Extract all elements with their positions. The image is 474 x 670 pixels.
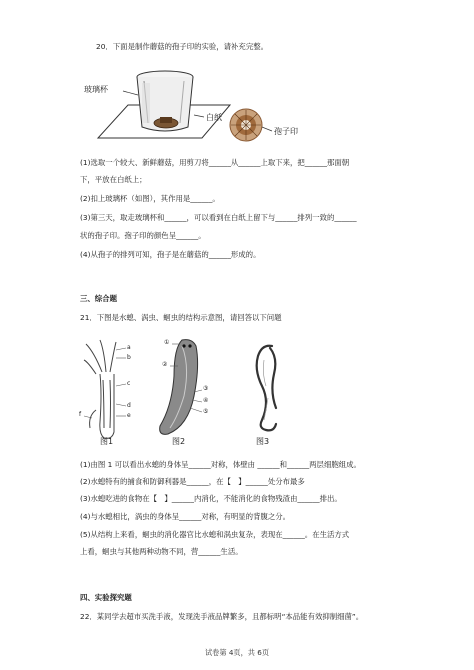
q21-line-4: (4)与水螅相比，涡虫的身体呈______对称，有明显的背腹之分。: [80, 512, 291, 521]
figure-3-caption: 图3: [256, 437, 270, 446]
q20-line-6: (4)从孢子的排列可知，孢子是在蘑菇的______形成的。: [80, 250, 261, 259]
spore-print-label: 孢子印: [274, 127, 298, 136]
q20-line-5: 状的孢子印。孢子印的颜色呈______。: [80, 231, 206, 240]
glass-cup-label: 玻璃杯: [84, 85, 108, 94]
figure-2-caption: 图2: [172, 437, 186, 446]
hydra-label-f: f: [79, 411, 82, 418]
hydra-diagram: [80, 332, 150, 452]
planarian-label-3: ③: [203, 385, 209, 392]
q20-line-1: (1)选取一个较大、新鲜蘑菇，用剪刀将______从______上取下来，把______那面朝: [80, 158, 350, 167]
q21-line-1: (1)由图 1 可以看出水螅的身体呈______对称，体壁由 ______和______两层细胞组成。: [80, 460, 361, 469]
hydra-label-b: b: [127, 354, 131, 361]
hydra-label-a: a: [127, 344, 131, 351]
planarian-label-2: ②: [162, 361, 168, 368]
hydra-label-e: e: [127, 412, 131, 419]
q20-line-3: (2)扣上玻璃杯（如图），其作用是______。: [80, 194, 220, 203]
planarian-label-1: ①: [164, 339, 170, 346]
planarian-label-4: ④: [203, 397, 209, 404]
q21-line-6: 上看，蛔虫与其他两种动物不同，营______生活。: [80, 547, 243, 556]
page-footer: 试卷第 4页，共 6页: [204, 648, 270, 657]
q20-stem: 20．下面是制作蘑菇的孢子印的实验，请补充完整。: [96, 42, 269, 51]
section-4-heading: 四、实验探究题: [80, 593, 132, 602]
hydra-label-d: d: [127, 402, 131, 409]
q21-line-2: (2)水螅特有的捕食和防御利器是______，在【 】______处分布最多: [80, 477, 305, 486]
q22-stem: 22．某同学去超市买洗手液，发现洗手液品牌繁多，且都标明“本品能有效抑制细菌”。: [80, 612, 364, 621]
q21-line-5: (5)从结构上来看，蛔虫的消化器官比水螅和涡虫复杂，表现在______。在生活方式: [80, 530, 350, 539]
roundworm-diagram: [240, 340, 290, 435]
planarian-label-5: ⑤: [203, 408, 209, 415]
section-3-heading: 三、综合题: [80, 294, 117, 303]
figure-1-caption: 图1: [100, 437, 114, 446]
white-paper-label: 白纸: [206, 113, 222, 122]
hydra-label-c: c: [127, 380, 131, 387]
q20-line-4: (3)第三天，取走玻璃杯和______，可以看到在白纸上留下与______排列一致的______: [80, 213, 357, 222]
q20-line-2: 下，平放在白纸上；: [80, 175, 147, 184]
planarian-diagram: [150, 336, 220, 441]
q21-line-3: (3)水螅吃进的食物在【 】______内消化，不能消化的食物残渣由______排出。: [80, 494, 342, 503]
mushroom-spore-figure: [80, 65, 300, 170]
q21-stem: 21．下图是水螅、涡虫、蛔虫的结构示意图，请回答以下问题: [80, 313, 282, 322]
